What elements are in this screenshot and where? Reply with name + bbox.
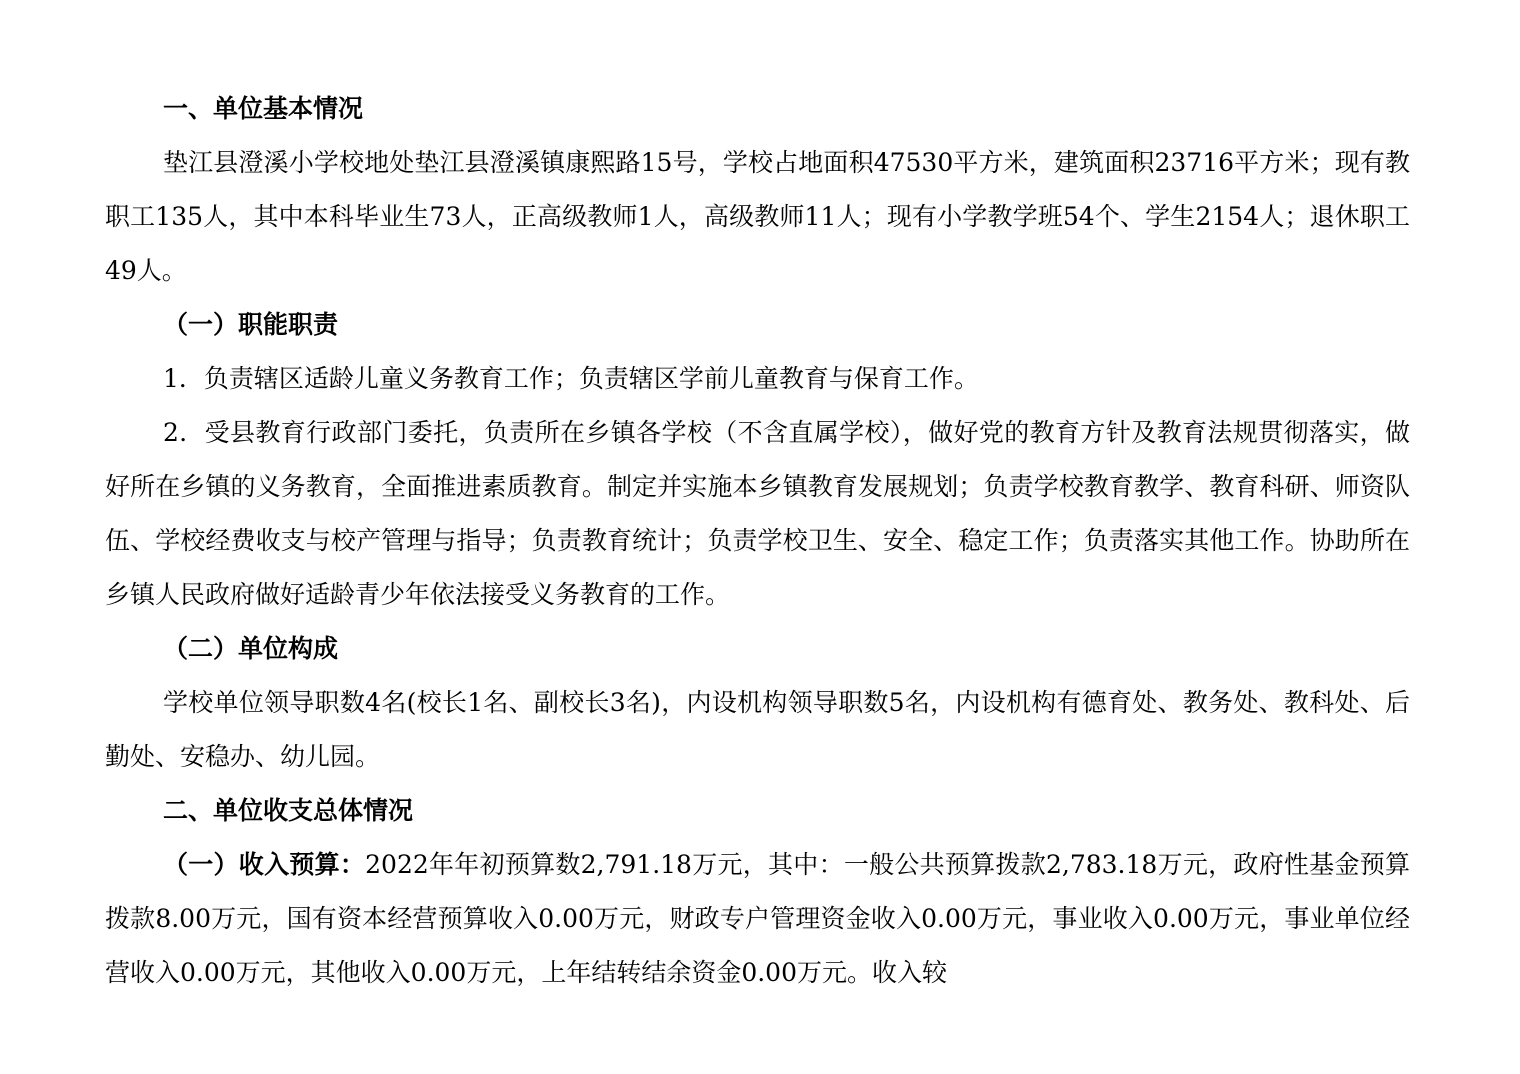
income-text: 2022年年初预算数2,791.18万元，其中：一般公共预算拨款2,783.18万元，政府性基金预算拨款8.00万元，国有资本经营预算收入0.00万元，财政专户管理资金收入0.00万元，事业收入0.00万元，事业单位经营收入0.00万元，其他收入0.00万元，上年结转结余资金0.00万元。收入较	[105, 850, 1410, 987]
income-paragraph	[105, 838, 1410, 1000]
subsection-duties-heading: （一）职能职责	[163, 310, 339, 339]
duty-item-2: 2．受县教育行政部门委托，负责所在乡镇各学校（不含直属学校），做好党的教育方针及教育法规贯彻落实，做好所在乡镇的义务教育，全面推进素质教育。制定并实施本乡镇教育发展规划；负责学校教育教学、教育科研、师资队伍、学校经费收支与校产管理与指导；负责教育统计；负责学校卫生、安全、稳定工作；负责落实其他工作。协助所在乡镇人民政府做好适龄青少年依法接受义务教育的工作。	[105, 418, 1410, 609]
section-2-heading: 二、单位收支总体情况	[163, 796, 414, 825]
section-1-intro: 垫江县澄溪小学校地处垫江县澄溪镇康熙路15号，学校占地面积47530平方米，建筑面积23716平方米；现有教职工135人，其中本科毕业生73人，正高级教师1人，高级教师11人；现有小学教学班54个、学生2154人；退休职工49人。	[105, 148, 1410, 285]
income-lead: （一）收入预算：	[163, 850, 366, 879]
subsection-structure-heading: （二）单位构成	[163, 634, 339, 663]
document-page	[105, 82, 1410, 1000]
structure-text: 学校单位领导职数4名(校长1名、副校长3名)，内设机构领导职数5名，内设机构有德育处、教务处、教科处、后勤处、安稳办、幼儿园。	[105, 688, 1410, 771]
section-1-heading: 一、单位基本情况	[163, 94, 364, 123]
duty-item-1: 1．负责辖区适龄儿童义务教育工作；负责辖区学前儿童教育与保育工作。	[163, 364, 979, 393]
